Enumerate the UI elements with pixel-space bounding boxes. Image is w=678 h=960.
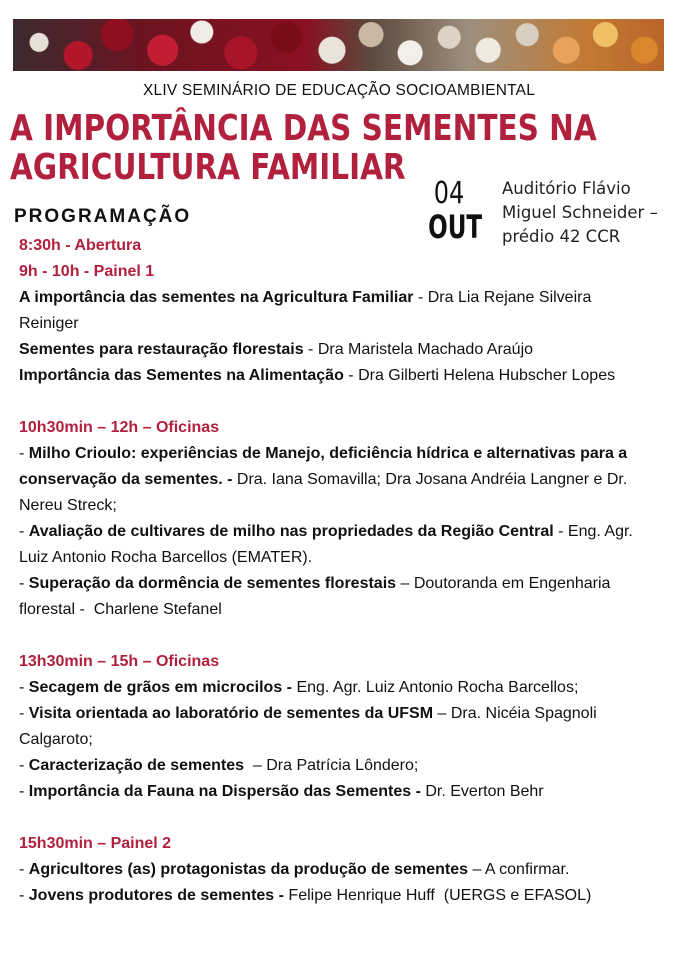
program-list [19,233,669,909]
item-speaker: – Doutoranda em Engenharia [396,575,611,592]
item-speaker: Dr. Everton Behr [420,783,544,800]
item-title: Secagem de grãos em microcilos - [28,679,292,696]
item-title: Milho Crioulo: experiências de Manejo, deficiência hídrica e alternativas para a [28,445,628,462]
program-item [19,779,669,805]
item-title: conservação da sementes. - [19,471,233,488]
seeds-banner-image [13,19,664,71]
opening-label: - Abertura [60,237,142,254]
item-speaker: - Dra Gilberti Helena Hubscher Lopes [343,367,616,384]
event-title-line-1: A IMPORTÂNCIA DAS SEMENTES NA [10,108,597,149]
item-title: Avaliação de cultivares de milho nas propriedades da Região Central [28,523,554,540]
program-item [19,857,669,883]
item-prefix: - [19,679,29,696]
event-title [10,108,597,188]
program-item [19,753,669,779]
date-month: OUT [428,208,483,246]
program-item [19,675,669,701]
item-speaker: – Dra Patrícia Lôndero; [244,757,419,774]
program-item-continued: Luiz Antonio Rocha Barcellos (EMATER). [19,549,313,566]
program-item [19,519,669,545]
item-prefix: - [19,523,29,540]
item-title: Importância das Sementes na Alimentação [19,367,344,384]
item-speaker: – A confirmar. [468,861,570,878]
program-item-continued: Reiniger [19,315,79,332]
program-item [19,337,669,363]
program-item [19,285,669,311]
item-speaker: Eng. Agr. Luiz Antonio Rocha Barcellos; [292,679,579,696]
date-day: 04 [433,176,465,211]
item-prefix: - [19,445,29,462]
item-prefix: - [19,757,29,774]
item-prefix: - [19,705,29,722]
program-item [19,571,669,597]
venue-line-2: Miguel Schneider – [502,203,658,222]
item-title: Sementes para restauração florestais [19,341,304,358]
item-prefix: - [19,783,29,800]
venue-line-3: prédio 42 CCR [502,227,621,246]
item-prefix: - [19,887,29,904]
section-title: PROGRAMAÇÃO [14,206,192,227]
workshops2-time: 13h30min – 15h – Oficinas [19,653,220,670]
program-item [19,701,669,727]
workshops1-time: 10h30min – 12h – Oficinas [19,419,220,436]
program-item-continued: Nereu Streck; [19,497,117,514]
event-title-line-2: AGRICULTURA FAMILIAR [10,147,406,188]
item-prefix: - [19,861,29,878]
item-speaker: - Dra Lia Rejane Silveira [413,289,592,306]
program-item-continued: florestal - Charlene Stefanel [19,601,222,618]
item-speaker: - Eng. Agr. [553,523,633,540]
program-item [19,441,669,467]
item-speaker: Dra. Iana Somavilla; Dra Josana Andréia Langner e Dr. [232,471,628,488]
program-item [19,883,669,909]
item-speaker: Felipe Henrique Huff (UERGS e EFASOL) [283,887,592,904]
spacer [19,805,669,831]
item-title: A importância das sementes na Agricultura Familiar [19,289,414,306]
program-item [19,363,669,389]
item-prefix: - [19,575,29,592]
program-item-continued [19,467,669,493]
item-title: Superação da dormência de sementes florestais [28,575,397,592]
seminar-name: XLIV SEMINÁRIO DE EDUCAÇÃO SOCIOAMBIENTAL [142,82,536,99]
item-title: Agricultores (as) protagonistas da produção de sementes [28,861,468,878]
item-title: Importância da Fauna na Dispersão das Sementes - [28,783,421,800]
item-title: Jovens produtores de sementes - [28,887,284,904]
item-speaker: - Dra Maristela Machado Araújo [303,341,534,358]
spacer [19,623,669,649]
item-title: Caracterização de sementes [28,757,245,774]
program-item-continued: Calgaroto; [19,731,93,748]
item-title: Visita orientada ao laboratório de sementes da UFSM [28,705,434,722]
item-speaker: – Dra. Nicéia Spagnoli [433,705,597,722]
venue-line-1: Auditório Flávio [502,179,631,198]
opening-time: 8:30h [19,237,61,254]
spacer [19,389,669,415]
panel2-time: 15h30min – Painel 2 [19,835,172,852]
panel1-time: 9h - 10h - Painel 1 [19,263,155,280]
opening-row [19,233,669,259]
